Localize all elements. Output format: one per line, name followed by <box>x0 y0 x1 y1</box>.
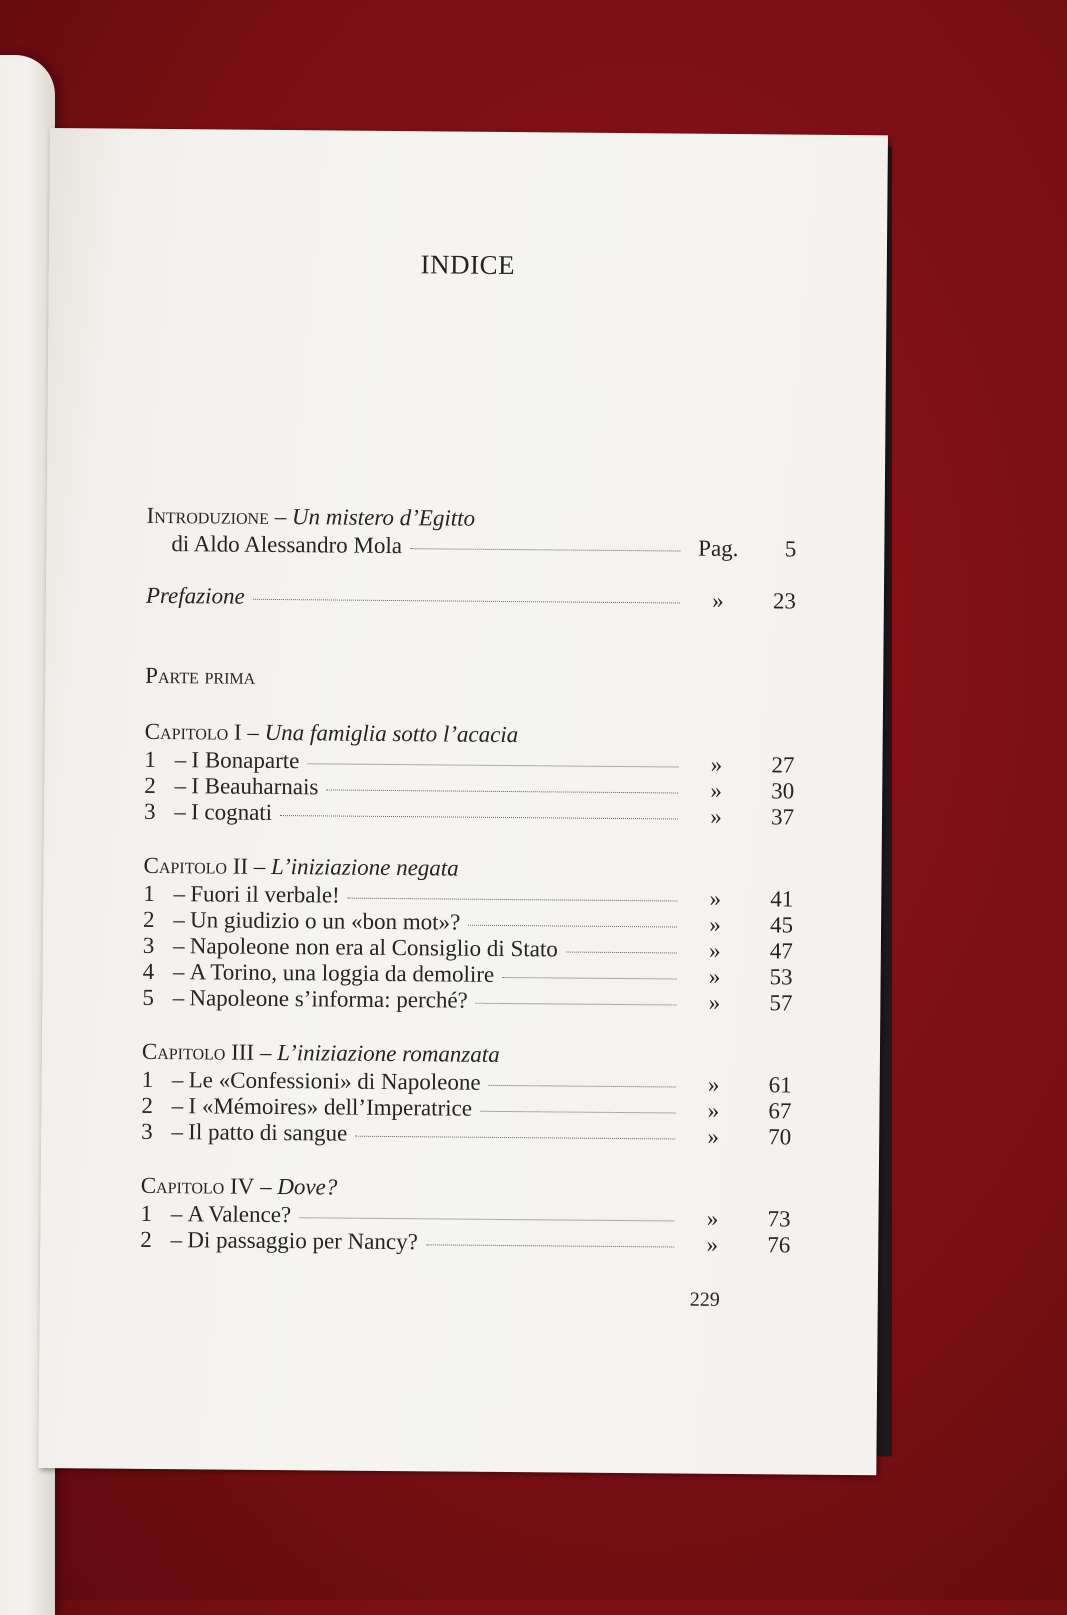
entry-dash: – <box>174 747 187 773</box>
entry-dash: – <box>173 933 185 959</box>
page-marker: » <box>710 803 722 829</box>
entry-number: 3 <box>142 932 155 958</box>
page-marker: » <box>708 963 721 989</box>
chapter-title: L’iniziazione romanzata <box>277 1040 500 1067</box>
toc-entry <box>140 1227 790 1259</box>
leader-dots <box>468 924 677 928</box>
entry-title: I «Mémoires» dell’Imperatrice <box>188 1093 473 1121</box>
intro-author: di Aldo Alessandro Mola <box>171 531 403 559</box>
intro-dash: – <box>274 503 287 530</box>
page-number: 53 <box>769 964 793 990</box>
chapter-dash: – <box>259 1039 272 1065</box>
entry-number: 1 <box>141 1066 154 1092</box>
prefazione-label: Prefazione <box>145 582 245 609</box>
entry-title: Napoleone non era al Consiglio di Stato <box>189 933 558 962</box>
entry-number: 2 <box>144 772 156 798</box>
page-number: 23 <box>772 588 797 614</box>
part-heading: Parte prima <box>145 662 256 689</box>
leader-dots <box>348 897 678 902</box>
intro-label: Introduzione <box>146 502 270 529</box>
leader-dots <box>566 951 677 954</box>
entry-title: Napoleone s’informa: perché? <box>189 985 468 1013</box>
entry-title: Il patto di sangue <box>188 1119 348 1146</box>
entry-dash: – <box>174 799 186 825</box>
entry-title: A Torino, una loggia da demolire <box>189 959 495 987</box>
entry-title: Fuori il verbale! <box>190 881 340 908</box>
chapter-label: Capitolo I <box>144 718 242 745</box>
page-marker: » <box>710 777 723 803</box>
entry-title: Di passaggio per Nancy? <box>187 1227 418 1255</box>
page-marker: » <box>712 587 724 613</box>
entry-number: 1 <box>143 880 155 906</box>
page-number: 30 <box>771 778 795 804</box>
leader-dots <box>355 1135 675 1140</box>
entry-title: Un giudizio o un «bon mot»? <box>189 907 461 935</box>
entry-number: 2 <box>142 906 155 932</box>
page-number: 37 <box>770 804 795 830</box>
leader-dots <box>502 976 676 980</box>
page-number: 57 <box>769 990 793 1016</box>
entry-dash: – <box>172 959 185 985</box>
leader-dots <box>476 1002 677 1006</box>
page-title: INDICE <box>420 249 516 281</box>
chapter-dash: – <box>247 719 259 745</box>
book-page <box>38 128 888 1475</box>
page-marker: » <box>708 937 721 963</box>
entry-dash: – <box>172 985 185 1011</box>
page-number: 27 <box>771 752 795 778</box>
chapters-list <box>140 691 795 1259</box>
chapter-dash: – <box>259 1173 272 1199</box>
chapter-label: Capitolo III <box>141 1038 255 1065</box>
entry-title: A Valence? <box>187 1201 292 1228</box>
entry-title: I Bonaparte <box>191 747 300 774</box>
entry-number: 2 <box>141 1092 154 1118</box>
entry-title: I cognati <box>190 799 273 825</box>
leader-dots <box>280 814 678 819</box>
entry-title: I Beauharnais <box>191 773 319 800</box>
page-number: 41 <box>770 886 794 912</box>
page-marker: » <box>707 1071 720 1097</box>
page-marker: » <box>708 989 721 1015</box>
leader-dots <box>326 788 678 793</box>
chapter-title: Dove? <box>277 1174 338 1200</box>
chapter-dash: – <box>253 853 266 879</box>
leader-dots <box>489 1084 676 1088</box>
page-number: 76 <box>767 1232 791 1258</box>
entry-dash: – <box>170 1227 183 1253</box>
entry-dash: – <box>173 881 186 907</box>
entry-dash: – <box>170 1201 183 1227</box>
entry-number: 5 <box>142 984 155 1010</box>
leader-dots <box>480 1110 675 1114</box>
page-number: 5 <box>784 536 797 562</box>
page-marker: » <box>707 1097 720 1123</box>
entry-number: 4 <box>142 958 155 984</box>
table-of-contents <box>140 501 797 1259</box>
chapter-title: Una famiglia sotto l’acacia <box>264 719 519 748</box>
page-folio: 229 <box>689 1288 720 1311</box>
leader-dots <box>410 547 680 551</box>
leader-dots <box>426 1243 674 1247</box>
entry-dash: – <box>174 773 187 799</box>
page-number: 73 <box>767 1206 791 1232</box>
page-marker: » <box>706 1231 719 1257</box>
entry-number: 2 <box>140 1226 152 1252</box>
leader-dots <box>253 598 680 604</box>
entry-dash: – <box>171 1093 184 1119</box>
chapter-label: Capitolo IV <box>140 1172 255 1199</box>
page-marker: » <box>706 1205 719 1231</box>
page-number: 67 <box>768 1098 792 1124</box>
entry-number: 3 <box>143 798 156 824</box>
page-marker: Pag. <box>698 535 739 562</box>
entry-dash: – <box>171 1119 184 1145</box>
entry-dash: – <box>171 1067 184 1093</box>
entry-dash: – <box>173 907 185 933</box>
page-marker: » <box>707 1123 720 1149</box>
page-number: 45 <box>769 912 794 938</box>
chapter-title: L’iniziazione negata <box>271 853 459 881</box>
chapter-label: Capitolo II <box>143 852 249 879</box>
page-marker: » <box>710 751 723 777</box>
entry-title: Le «Confessioni» di Napoleone <box>188 1067 481 1095</box>
page-number: 61 <box>768 1072 792 1098</box>
page-number: 70 <box>768 1124 792 1150</box>
page-number: 47 <box>769 938 793 964</box>
leader-dots <box>299 1216 674 1221</box>
entry-number: 1 <box>140 1200 153 1226</box>
leader-dots <box>307 762 678 767</box>
entry-number: 3 <box>141 1118 153 1144</box>
intro-subtitle: Un mistero d’Egitto <box>291 504 476 531</box>
page-marker: » <box>709 885 722 911</box>
entry-number: 1 <box>144 746 157 772</box>
page-marker: » <box>709 911 721 937</box>
